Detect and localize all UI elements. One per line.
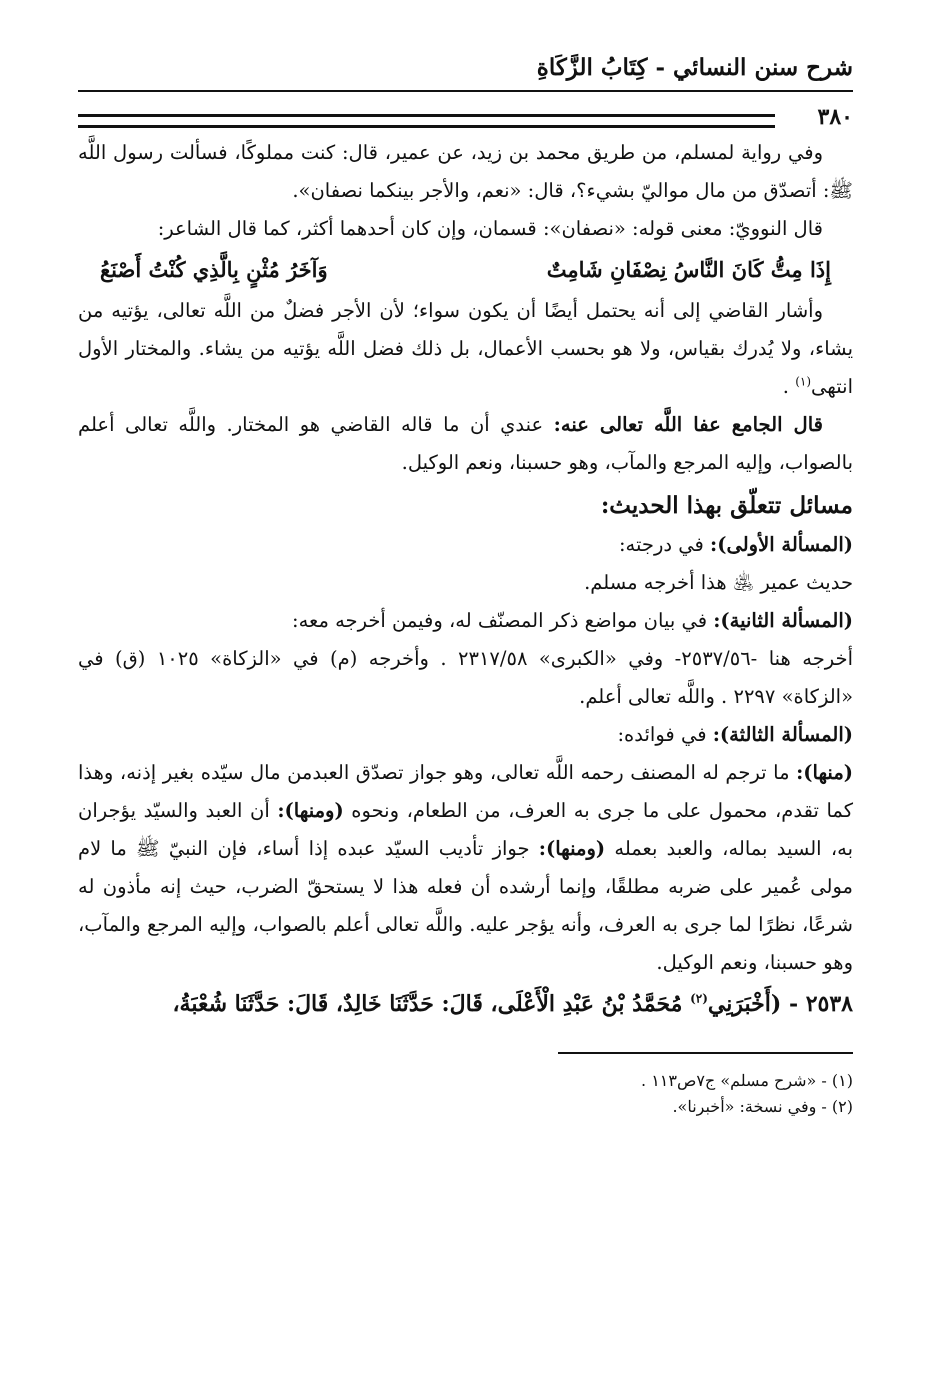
issue-1-body: حديث عمير ﵁ هذا أخرجه مسلم. <box>584 571 853 594</box>
issue-1-label: (المسألة الأولى): <box>710 533 853 556</box>
issue-2-heading <box>78 602 853 640</box>
issue-1-heading <box>78 526 853 564</box>
main-text <box>78 134 853 1026</box>
header-title: شرح سنن النسائي - كِتَابُ الزَّكَاةِ <box>536 54 853 81</box>
benefit-3-label: (ومنها): <box>538 837 606 860</box>
issue-2-body: أخرجه هنا -٢٥٣٧/٥٦- وفي «الكبرى» ٢٣١٧/٥٨ . وأخرجه (م) في «الزكاة» ١٠٢٥ (ق) في «الزكاة» ٢٢٩٧ . واللَّه تعالى أعلم. <box>78 647 853 708</box>
hadith-2538-chain: مُحَمَّدُ بْنُ عَبْدِ الْأَعْلَى، قَالَ: حَدَّثَنَا خَالِدٌ، قَالَ: حَدَّثَنَا شُعْبَةُ، <box>172 991 691 1017</box>
benefit-3-text: جواز تأديب السيّد عبده إذا أساء، فإن النبيّ ﷺ ما لام مولى عُمير على ضربه مطلقًا، وإنما أرشده أن فعله هذا لا يستحقّ الضرب، حيث إنه مأذون له شرعًا، نظرًا لما جرى به العرف، وأنه يؤجر عليه. واللَّه تعالى أعلم بالصواب، وإليه المرجع والمآب، وهو حسبنا، ونعم الوكيل. <box>78 837 853 974</box>
verse-first-hemistich: إِذَا مِتُّ كَانَ النَّاسُ نِصْفَانِ شَامِتٌ <box>546 257 831 282</box>
benefits-paragraph <box>78 754 853 982</box>
issue-1-title: في درجته: <box>618 533 711 556</box>
benefit-1-label: (منها): <box>796 761 853 784</box>
footnote-ref-2: (٢) <box>690 991 708 1006</box>
paragraph-muslim-narration: وفي رواية لمسلم، من طريق محمد بن زيد، عن عمير، قال: كنت مملوكًا، فسألت رسول اللَّه ﷺ: أتصدّق من مال مواليّ بشيء؟، قال: «نعم، والأجر بينكما نصفان». <box>78 141 853 202</box>
header-rule <box>78 90 853 92</box>
section-heading: مسائل تتعلّق بهذا الحديث: <box>600 492 853 519</box>
benefit-2-label: (ومنها): <box>277 799 344 822</box>
issue-3-heading <box>78 716 853 754</box>
page-number: ٣٨٠ <box>817 104 853 130</box>
paragraph-qadi-end: . <box>782 375 796 398</box>
hadith-2538 <box>78 982 853 1026</box>
paragraph-nawawi: قال النوويّ: معنى قوله: «نصفان»: قسمان، وإن كان أحدهما أكثر، كما قال الشاعر: <box>157 217 823 240</box>
footnotes <box>78 1068 853 1120</box>
issue-3-title: في فوائده: <box>617 723 713 746</box>
running-header <box>78 48 853 100</box>
benefit-1-text: ما ترجم له المصنف رحمه اللَّه تعالى، وهو جواز تصدّق العبدمن مال سيّده بغير إذنه، وهذا كما تقدم، محمول على ما جرى به العرف، من الطعام، ونحوه <box>78 761 853 822</box>
book-page <box>78 48 853 1348</box>
issue-3-label: (المسألة الثالثة): <box>712 723 853 746</box>
hadith-2538-start: ٢٥٣٨ - (أَخْبَرَنِي <box>707 991 853 1017</box>
issue-2-label: (المسألة الثانية): <box>713 609 853 632</box>
verse-second-hemistich: وَآخَرُ مُثْنٍ بِالَّذِي كُنْتُ أَصْنَعُ <box>100 257 328 282</box>
compiler-text: عندي أن ما قاله القاضي هو المختار. واللَّه تعالى أعلم بالصواب، وإليه المرجع والمآب، وهو حسبنا، ونعم الوكيل. <box>78 413 853 474</box>
paragraph-qadi <box>78 292 853 406</box>
poetry-verse <box>78 248 853 292</box>
benefit-2-text: أن العبد والسيّد يؤجران به، السيد بماله، والعبد بعمله <box>78 799 853 860</box>
compiler-label: قال الجامع عفا اللَّه تعالى عنه: <box>553 413 823 436</box>
paragraph-compiler <box>78 406 853 482</box>
footnote-ref-1: (١) <box>795 374 812 389</box>
double-rule <box>78 114 775 128</box>
paragraph-qadi-text: وأشار القاضي إلى أنه يحتمل أيضًا أن يكون سواء؛ لأن الأجر فضلٌ من اللَّه تعالى، يؤتيه من يشاء، ولا يُدرك بقياس، ولا هو بحسب الأعمال، بل ذلك فضل اللَّه يؤتيه من يشاء. والمختار الأول انتهى <box>78 299 853 398</box>
footnote-2: (٢) - وفي نسخة: «أخبرنا». <box>672 1097 853 1116</box>
footnote-1: (١) - «شرح مسلم» ج٧ص١١٣ . <box>641 1071 853 1090</box>
issue-2-title: في بيان مواضع ذكر المصنّف له، وفيمن أخرجه معه: <box>292 609 714 632</box>
footnote-separator <box>558 1052 853 1054</box>
page-number-row <box>78 104 853 134</box>
